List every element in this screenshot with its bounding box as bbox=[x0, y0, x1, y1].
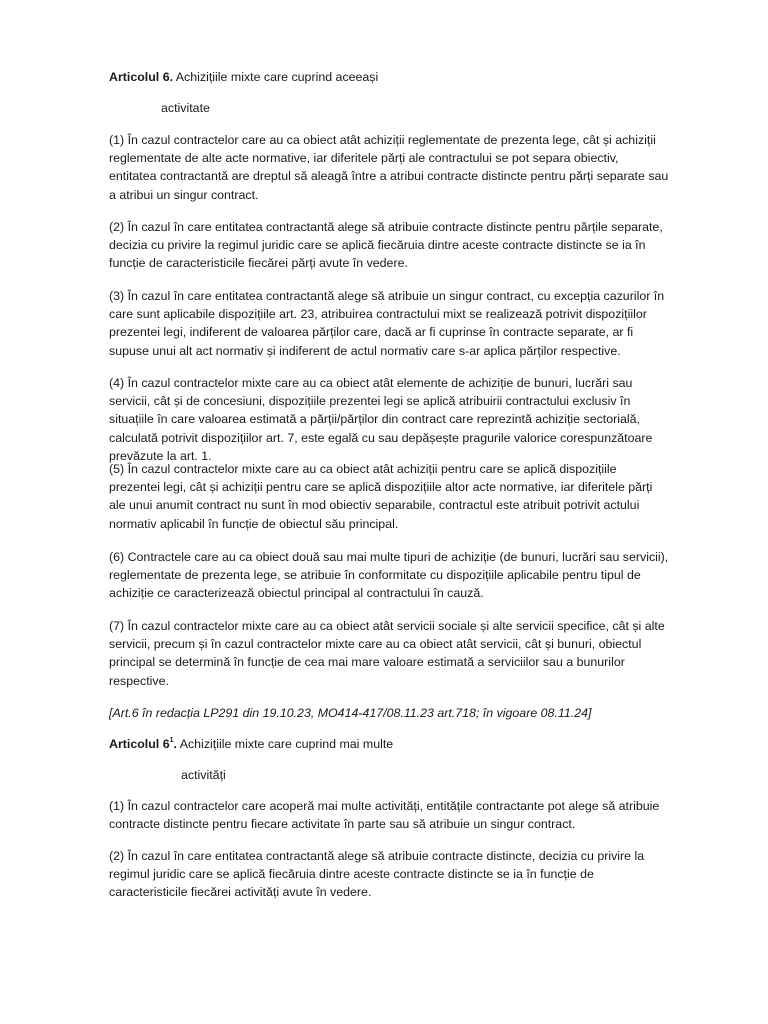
article-6-label: Articolul 6. bbox=[109, 70, 174, 84]
article-6-1-label-dot: . bbox=[173, 737, 177, 751]
article-6-title: Achizițiile mixte care cuprind aceeași bbox=[173, 70, 379, 84]
article-6-paragraph-6: (6) Contractele care au ca obiect două sau mai multe tipuri de achiziție (de bunuri, lucrări sau servicii), reglementate de prezenta lege, se atribuie în conformitate cu dispozițiile aplicabile pentru tipul de achiziție ce caracterizează obiectul principal al contractului în cauză. bbox=[109, 550, 669, 601]
article-6-1-paragraph-1: (1) În cazul contractelor care acoperă mai multe activități, entitățile contractante pot alege să atribuie contracte distincte pentru fiecare activitate în parte sau să atribuie un singur contract. bbox=[109, 799, 660, 832]
article-6-paragraph-1: (1) În cazul contractelor care au ca obiect atât achiziții reglementate de prezenta lege, cât și achiziții reglementate de alte acte normative, iar diferitele părți ale contractului se pot separa obiectiv, entitatea contractantă are dreptul să aleagă între a atribui contracte distincte pentru părți separate sau a atribui un singur contract. bbox=[109, 133, 669, 202]
article-6-1-label-text: Articolul 6 bbox=[109, 737, 170, 751]
article-6-1-heading bbox=[109, 735, 669, 753]
article-6-1-title-continuation: activități bbox=[181, 768, 226, 782]
article-6-1-label bbox=[109, 737, 177, 751]
article-6-1-title: Achizițiile mixte care cuprind mai multe bbox=[176, 737, 394, 751]
article-6-heading bbox=[109, 68, 669, 86]
article-6-paragraph-7: (7) În cazul contractelor mixte care au ca obiect atât servicii sociale și alte servicii specifice, cât și alte servicii, precum și în cazul contractelor mixte care au ca obiect atât servicii, cât și bunuri, obiectul principal se determină în funcție de cea mai mare valoare estimată a serviciilor sau a bunurilor respective. bbox=[109, 619, 665, 688]
article-6-1-superscript: 1 bbox=[169, 736, 174, 744]
article-6-paragraph-5: (5) În cazul contractelor mixte care au ca obiect atât achiziții pentru care se aplică dispozițiile prezentei legi, cât și achiziții pentru care se aplică dispozițiile altor acte normative, iar diferitele părți ale unui anumit contract nu sunt în mod obiectiv separabile, contractul este atribuit potrivit actului normativ aplicabil în funcție de obiectul său principal. bbox=[109, 462, 653, 531]
article-6-amendment-note: [Art.6 în redacția LP291 din 19.10.23, MO414-417/08.11.23 art.718; în vigoare 08.11.24] bbox=[109, 706, 592, 720]
article-6-1-paragraph-2: (2) În cazul în care entitatea contractantă alege să atribuie contracte distincte, decizia cu privire la regimul juridic care se aplică fiecăruia dintre aceste contracte distincte se ia în funcție de caracteristicile fiecărei activități avute în vedere. bbox=[109, 849, 645, 900]
article-6-paragraph-4: (4) În cazul contractelor mixte care au ca obiect atât elemente de achiziție de bunuri, lucrări sau servicii, cât și de concesiuni, dispozițiile prezentei legi se aplică atribuirii contractului exclusiv în situațiile în care valoarea estimată a părții/părților din contract care reprezintă achiziție sectorială, calculată potrivit dispozițiilor art. 7, este egală cu sau depășește pragurile valorice corespunzătoare prevăzute la art. 1. bbox=[109, 376, 653, 463]
article-6-paragraph-2: (2) În cazul în care entitatea contractantă alege să atribuie contracte distincte pentru părțile separate, decizia cu privire la regimul juridic care se aplică fiecăruia dintre aceste contracte distincte se ia în funcție de caracteristicile fiecărei părți avute în vedere. bbox=[109, 220, 663, 271]
article-6-title-continuation: activitate bbox=[161, 101, 210, 115]
article-6-paragraph-3: (3) În cazul în care entitatea contractantă alege să atribuie un singur contract, cu excepția cazurilor în care sunt aplicabile dispozițiile art. 23, atribuirea contractului mixt se realizează potrivit dispozițiilor prezentei legi, indiferent de valoarea părților care, dacă ar fi cuprinse în contracte separate, ar fi supuse unui alt act normativ și indiferent de actul normativ care s-ar aplica părților respective. bbox=[109, 289, 665, 358]
